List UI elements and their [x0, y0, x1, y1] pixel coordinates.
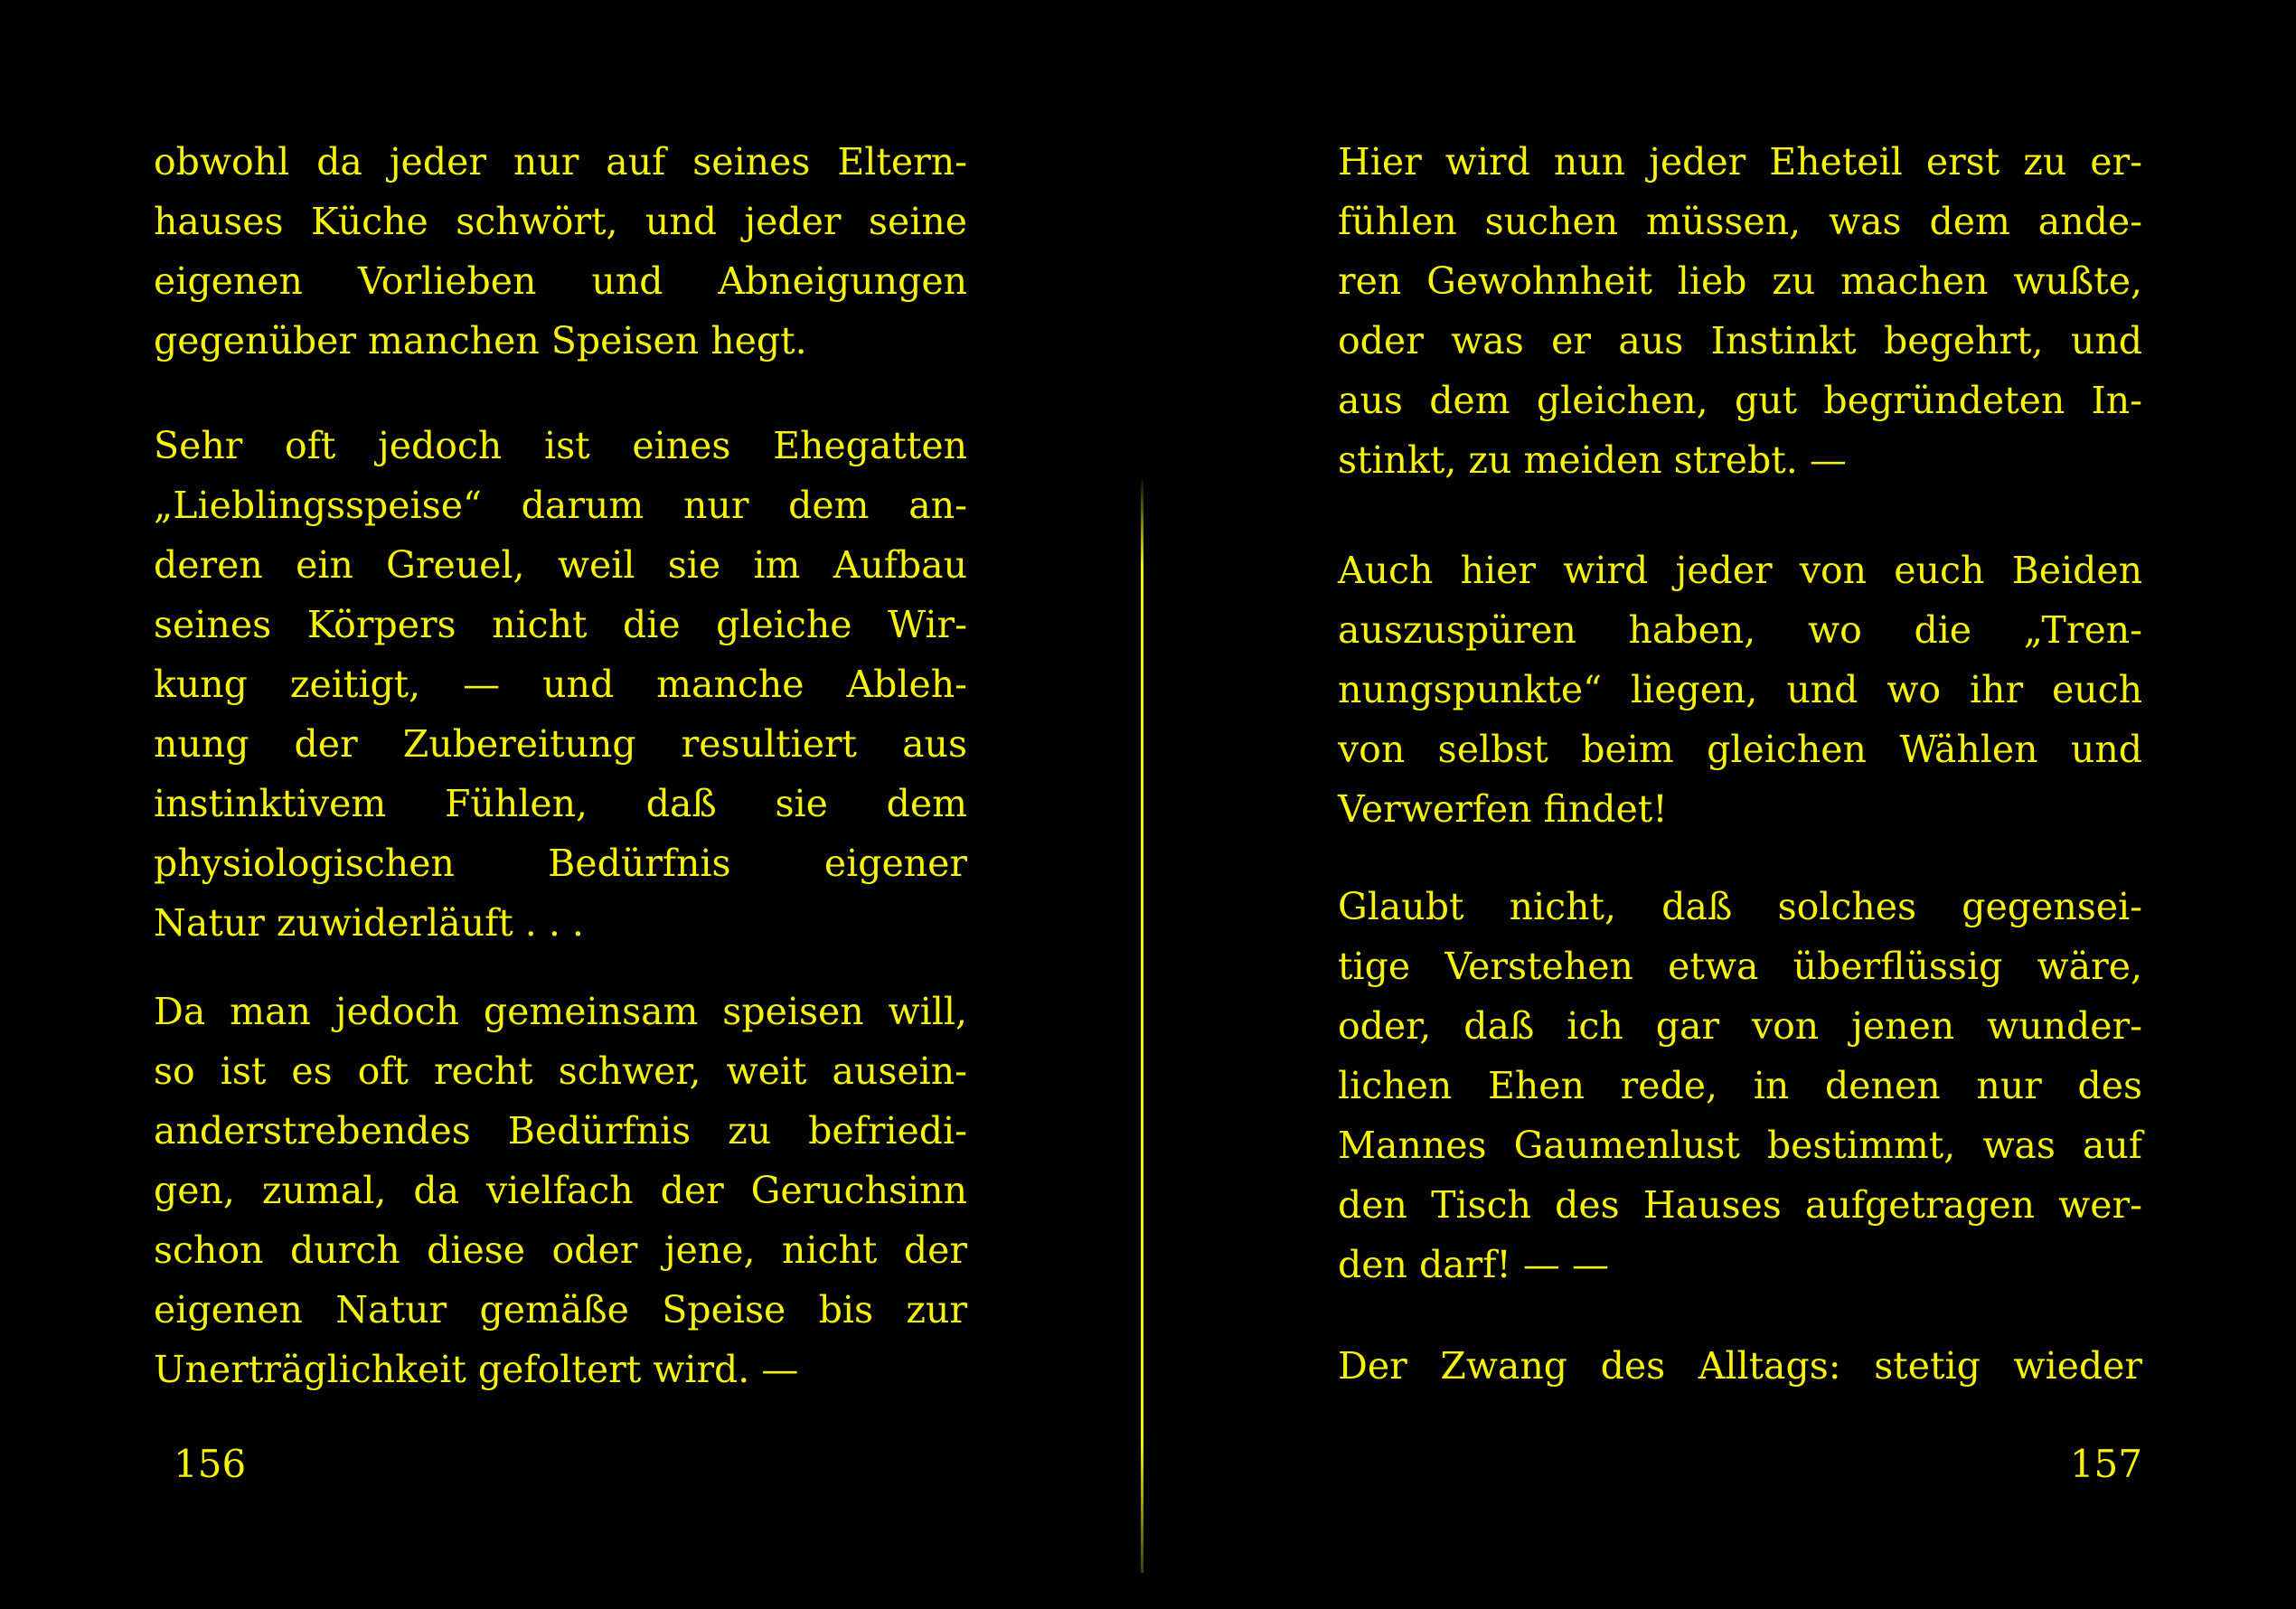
text-line: von selbst beim gleichen Wählen und: [1338, 728, 2142, 771]
text-line: Natur zuwiderläuft . . .: [154, 901, 584, 945]
text-line: seines Körpers nicht die gleiche Wir-: [154, 603, 967, 646]
text-line: gen, zumal, da vielfach der Geruchsinn: [154, 1169, 967, 1212]
text-line: stinkt, zu meiden strebt. —: [1338, 438, 1847, 482]
text-line: Glaubt nicht, daß solches gegensei-: [1338, 885, 2142, 928]
text-line: Hier wird nun jeder Eheteil erst zu er-: [1338, 140, 2142, 183]
text-line: „Lieblingsspeise“ darum nur dem an-: [154, 484, 967, 527]
text-line: nungspunkte“ liegen, und wo ihr euch: [1338, 668, 2142, 711]
text-line: aus dem gleichen, gut begründeten In-: [1338, 379, 2142, 422]
text-line: Sehr oft jedoch ist eines Ehegatten: [154, 424, 967, 467]
text-line: eigenen Vorlieben und Abneigungen: [154, 259, 967, 303]
text-line: deren ein Greuel, weil sie im Aufbau: [154, 543, 967, 587]
text-line: anderstrebendes Bedürfnis zu befriedi-: [154, 1109, 967, 1153]
text-line: Da man jedoch gemeinsam speisen will,: [154, 990, 967, 1033]
text-line: Unerträglichkeit gefoltert wird. —: [154, 1348, 799, 1391]
paragraph: [1338, 877, 2142, 1294]
text-line: Verwerfen findet!: [1338, 787, 1668, 831]
text-line: fühlen suchen müssen, was dem ande-: [1338, 200, 2142, 243]
right-page: [1338, 0, 2142, 1609]
text-line: obwohl da jeder nur auf seines Eltern-: [154, 140, 967, 183]
text-line: Mannes Gaumenlust bestimmt, was auf: [1338, 1124, 2142, 1167]
text-line: nung der Zubereitung resultiert aus: [154, 722, 967, 766]
page-number: 156: [174, 1442, 247, 1486]
text-line: Der Zwang des Alltags: stetig wieder: [1338, 1344, 2142, 1388]
text-line: gegenüber manchen Speisen hegt.: [154, 319, 807, 362]
text-line: den darf! — —: [1338, 1243, 1609, 1286]
text-line: lichen Ehen rede, in denen nur des: [1338, 1064, 2142, 1107]
paragraph: [1338, 541, 2142, 839]
text-line: schon durch diese oder jene, nicht der: [154, 1228, 967, 1272]
text-line: oder was er aus Instinkt begehrt, und: [1338, 319, 2142, 362]
text-line: ren Gewohnheit lieb zu machen wußte,: [1338, 259, 2142, 303]
left-page: [154, 0, 967, 1609]
paragraph: [1338, 1336, 2142, 1396]
text-line: tige Verstehen etwa überflüssig wäre,: [1338, 945, 2142, 988]
text-line: hauses Küche schwört, und jeder seine: [154, 200, 967, 243]
text-line: physiologischen Bedürfnis eigener: [154, 842, 967, 885]
paragraph: [154, 982, 967, 1399]
text-line: auszuspüren haben, wo die „Tren-: [1338, 608, 2142, 652]
paragraph: [154, 132, 967, 371]
paragraph: [1338, 132, 2142, 490]
text-line: oder, daß ich gar von jenen wunder-: [1338, 1004, 2142, 1048]
text-line: den Tisch des Hauses aufgetragen wer-: [1338, 1183, 2142, 1227]
text-line: instinktivem Fühlen, daß sie dem: [154, 782, 967, 825]
text-line: kung zeitigt, — und manche Ableh-: [154, 663, 967, 706]
book-gutter-line: [1141, 479, 1143, 1573]
page-number: 157: [2069, 1442, 2142, 1486]
text-line: Auch hier wird jeder von euch Beiden: [1338, 549, 2142, 592]
text-line: eigenen Natur gemäße Speise bis zur: [154, 1288, 967, 1331]
text-line: so ist es oft recht schwer, weit ausein-: [154, 1049, 967, 1093]
paragraph: [154, 416, 967, 953]
